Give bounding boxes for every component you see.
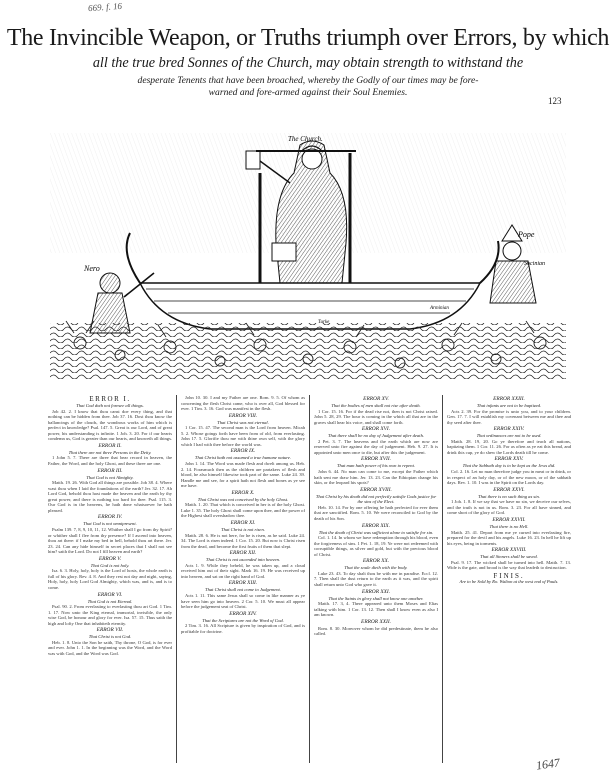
column-divider xyxy=(442,395,443,763)
scripture-refutation: Acts 2. 39. For the promise is unto you, and to your children. Gen. 17. 7. I will establish my covenant between me and thee and thy seed after thee. xyxy=(447,408,571,425)
error-heading: ERROR VI. xyxy=(97,591,123,598)
error-heading: ERROR VII. xyxy=(96,627,124,634)
error-statement: That God is not Almighty. xyxy=(86,474,134,480)
title-block xyxy=(0,24,616,99)
scripture-refutation: John 10. 30. I and my Father are one. Rom. 9. 5. Of whom as concerning the flesh Christ came, who is over all, God blessed for ever. 1 Tim. 3. 16. God was manifest in the flesh. xyxy=(181,395,305,412)
error-statement: That Christ shall not come to Judgement. xyxy=(205,587,281,593)
error-heading: ERROR V. xyxy=(98,555,122,562)
imprint: Are to be Sold by Ro. Walton at the west end of Pauls. xyxy=(459,579,559,585)
scripture-refutation: Rom. 8. 30. Moreover whom he did predestinate, them he also called. xyxy=(314,625,438,637)
error-heading: ERROR XVII. xyxy=(361,456,391,463)
label-turke: Turke xyxy=(318,320,330,325)
title-line-1: The Invincible Weapon, or Truths triumph over Errors, by which xyxy=(6,25,610,51)
page-number: 123 xyxy=(548,96,562,106)
scripture-refutation: Col. 2. 16. Let no man therefore judge you in meat or in drink, or in respect of an holy day, or of the new moon, or of the sabbath days. Rev. 1. 10. I was in the Spirit on the Lords day. xyxy=(447,469,571,486)
error-heading: ERROR XVI. xyxy=(361,426,391,433)
column-divider xyxy=(176,395,177,763)
error-heading: ERROR XII. xyxy=(229,550,257,557)
error-heading: ERROR XX. xyxy=(362,558,390,565)
column-4 xyxy=(447,395,571,765)
error-heading: ERROR XI. xyxy=(230,519,256,526)
error-heading: ERROR X. xyxy=(231,489,255,496)
label-socinian: Socinian xyxy=(524,261,545,267)
label-church: The Church. xyxy=(288,135,323,143)
scripture-refutation: 2 Pet. 3. 7. The heavens and the earth which are now are reserved unto fire against the day of judgement. Heb. 9. 27. It is appointed unto men once to die, but after this the judgement. xyxy=(314,438,438,455)
scripture-refutation: Matth. 17. 3, 4. There appeared unto them Moses and Elias talking with him. 1 Cor. 13. 12. Then shall I know even as also I am known. xyxy=(314,601,438,618)
error-statement: That the bodies of men shall not rise after death. xyxy=(331,403,421,408)
scripture-refutation: Matth. 28. 19, 20. Go ye therefore and teach all nations, baptizing them. 1 Cor. 11. 26. For as often as ye eat this bread, and drink this cup, ye do shew the Lords death till he come. xyxy=(447,438,571,455)
title-line-4: warned and fore-armed against their Soul Enemies. xyxy=(208,87,408,98)
error-heading: ERROR XXVII. xyxy=(492,516,526,523)
error-statement: That God is not holy. xyxy=(90,562,130,568)
error-heading: ERROR XVIII. xyxy=(360,486,392,493)
error-heading: ERROR XXIII. xyxy=(493,396,525,402)
error-statement: That there shall be no day of Judgement after death. xyxy=(327,433,425,439)
title-line-2: all the true bred Sonnes of the Church, may obtain strength to withstand the xyxy=(92,55,524,71)
error-heading: ERROR XXV. xyxy=(494,456,524,463)
error-heading: ERROR VIII. xyxy=(228,412,258,419)
error-statement: That Christ is not risen. xyxy=(221,526,265,532)
error-statement: That Christ was not conceived by the holy Ghost. xyxy=(197,496,289,502)
finis: FINIS. xyxy=(493,571,525,580)
scripture-refutation: Matth. 19. 26. With God all things are possible. Job 38. 4. Where wast thou when I laid the foundations of the earth? Jer. 32. 17. Ah Lord God, behold thou hast made the heaven and the earth by thy great power, and there is nothing too hard for thee. Psal. 115. 3. Our God is in the heavens, he hath done whatsoever he hath pleased. xyxy=(48,480,172,513)
error-heading: ERROR IX. xyxy=(230,448,256,455)
error-heading: ERROR XXVIII. xyxy=(491,547,527,554)
error-heading: ERROR XIV. xyxy=(229,610,257,617)
error-statement: That Christ hath not assumed a true humane nature. xyxy=(194,455,292,461)
error-statement: That there is no Hell. xyxy=(489,523,529,529)
error-heading: ERROR XIX. xyxy=(361,522,391,529)
handwritten-note: 1647 xyxy=(535,755,561,773)
scripture-refutation: Isa. 6. 3. Holy, holy, holy is the Lord of hosts, the whole earth is full of his glory. Rev. 4. 8. And they rest not day and night, saying, Holy, holy, holy Lord God Almighty, which was, and is, and is to come. xyxy=(48,568,172,590)
error-statement: That Christ by his death did not perfectly satisfie Gods justice for the sins of the Elect. xyxy=(315,493,437,505)
column-1 xyxy=(48,395,172,765)
scripture-refutation: 2 Tim. 3. 16. All Scripture is given by inspiration of God, and is profitable for doctrine. xyxy=(181,623,305,634)
error-heading: ERROR IV. xyxy=(97,514,123,521)
error-statement: That infants are not to be baptized. xyxy=(476,403,542,408)
error-statement: That there are not three Persons in the Deity. xyxy=(68,449,152,455)
scripture-refutation: Acts 1. 11. This same Jesus shall so come in like manner as ye have seen him go into heaven. 2 Cor. 5. 10. We must all appear before the judgement seat of Christ. xyxy=(181,593,305,610)
error-heading: ERROR XIII. xyxy=(228,580,258,587)
error-heading: ERROR II. xyxy=(98,442,122,449)
scripture-refutation: Matth. 28. 6. He is not here, for he is risen, as he said. Luke 24. 34. The Lord is risen indeed. 1 Cor. 15. 20. But now is Christ risen from the dead, and become the first fruits of them that slept. xyxy=(181,532,305,549)
sea xyxy=(50,323,566,380)
scripture-refutation: Heb. 1. 8. Unto the Son he saith, Thy throne, O God, is for ever and ever. John 1. 1. In the beginning was the Word, and the Word was with God, and the Word was God. xyxy=(48,639,172,657)
scripture-refutation: John 6. 44. No man can come to me, except the Father which hath sent me draw him. Jer. 13. 23. Can the Ethiopian change his skin, or the leopard his spots? xyxy=(314,469,438,486)
scripture-refutation: 1 John 5. 7. There are three that bear record in heaven, the Father, the Word, and the holy Ghost, and these three are one. xyxy=(48,455,172,467)
scripture-refutation: 1 Joh. 1. 8. If we say that we have no sin, we deceive our selves, and the truth is not in us. Rom. 3. 23. For all have sinned, and come short of the glory of God. xyxy=(447,499,571,516)
scripture-refutation: Psalm 139. 7, 8, 9, 10, 11, 12. Whither shall I go from thy Spirit? or whither shall I flee from thy presence? If I ascend into heaven, thou art there: if I make my bed in hell, behold thou art there. Jer. 23. 24. Can any hide himself in secret places that I shall not see him? saith the Lord. Do not I fill heaven and earth? xyxy=(48,527,172,555)
scripture-refutation: Matth. 25. 41. Depart from me ye cursed into everlasting fire, prepared for the devil and his angels. Luke 16. 23. In hell he lift up his eyes, being in torments. xyxy=(447,529,571,546)
error-statement: That all Sinners shall be saved. xyxy=(480,554,538,560)
column-3 xyxy=(314,395,438,765)
error-statement: That Christ is not God. xyxy=(88,634,132,640)
title-line-3: desperate Tenents that have been broached, whereby the Godly of our times may be fore- xyxy=(137,75,479,86)
error-statement: That Christ was not eternal. xyxy=(217,419,269,425)
scripture-refutation: John 1. 14. The Word was made flesh and dwelt among us. Heb. 2. 14. Forasmuch then as the children are partakers of flesh and blood, he also himself likewise took part of the same. Luke 24. 39. Handle me and see, for a spirit hath not flesh and bones as ye see me have. xyxy=(181,461,305,489)
scripture-refutation: Col. 1. 14. In whom we have redemption through his blood, even the forgiveness of sins. 1 Pet. 1. 18, 19. Ye were not redeemed with corruptible things, as silver and gold, but with the precious blood of Christ. xyxy=(314,535,438,557)
scripture-refutation: Heb. 10. 14. For by one offering he hath perfected for ever them that are sanctified. Rom. 5. 10. We were reconciled to God by the death of his Son. xyxy=(314,504,438,521)
errors-columns xyxy=(48,395,572,765)
label-nero: Nero xyxy=(84,264,100,273)
error-heading: ERROR XV. xyxy=(363,396,389,402)
label-arminian: Arminian xyxy=(430,306,449,311)
error-statement: That the Saints in glory shall not know one another. xyxy=(328,595,424,601)
cup xyxy=(246,151,260,169)
error-statement: That God is not Eternal. xyxy=(87,598,133,604)
error-heading: ERROR XXII. xyxy=(361,618,391,625)
column-divider xyxy=(309,395,310,763)
error-statement: That God is not omnipresent. xyxy=(83,521,137,527)
column-2 xyxy=(181,395,305,765)
scripture-refutation: Job 42. 2. I know that thou canst doe every thing, and that nothing can be hidden from thee. Job 37. 16. Dost thou know the ballancings of the clouds, the wondrous works of him which is perfect in knowledge? Psal. 147. 5. Great is our Lord, and of great power, his understanding is infinite. 1 Joh. 3. 20. For if our hearts condemn us, God is greater than our hearts, and knoweth all things. xyxy=(48,408,172,442)
book xyxy=(272,243,296,261)
scripture-refutation: Acts 1. 9. While they beheld, he was taken up, and a cloud received him out of their sight. Mark 16. 19. He was received up into heaven, and sat on the right hand of God. xyxy=(181,562,305,579)
error-heading: ERROR XXIV. xyxy=(493,426,525,433)
error-statement: That God doth not foresee all things. xyxy=(76,403,144,408)
error-statement: That ordinances are not to be used. xyxy=(476,433,542,439)
scripture-refutation: Luke 23. 43. To day shalt thou be with me in paradise. Eccl. 12. 7. Then shall the dust return to the earth as it was, and the spirit shall return unto God who gave it. xyxy=(314,570,438,587)
error-heading: ERROR III. xyxy=(97,467,123,474)
error-statement: That there is no such thing as sin. xyxy=(478,493,540,499)
scripture-refutation: Psal. 90. 2. From everlasting to everlasting thou art God. 1 Tim. 1. 17. Now unto the King eternal, immortal, invisible, the only wise God, be honour and glory for ever. Isa. 57. 15. Thus saith the high and lofty One that inhabiteth eternity. xyxy=(48,604,172,626)
error-statement: That man hath power of his own to repent. xyxy=(336,463,416,469)
error-statement: That the soule dieth with the body. xyxy=(344,565,408,571)
engraving-illustration xyxy=(50,133,566,380)
error-statement: That Christ is not ascended into heaven. xyxy=(205,557,281,563)
scripture-refutation: 1 Cor. 15. 16. For if the dead rise not, then is not Christ raised. John 5. 28, 29. The hour is coming in the which all that are in the graves shall hear his voice, and shall come forth. xyxy=(314,408,438,425)
error-heading: ERROR XXI. xyxy=(361,588,391,595)
error-statement: That the Sabbath day is to be kept as the Jews did. xyxy=(462,463,556,469)
scripture-refutation: Psal. 9. 17. The wicked shall be turned into hell. Matth. 7. 13. Wide is the gate, and broad is the way that leadeth to destruction. xyxy=(447,559,571,571)
error-statement: That the Scriptures are not the Word of God. xyxy=(202,617,284,623)
error-heading: ERROR I. xyxy=(89,395,131,403)
error-heading: ERROR XXVI. xyxy=(493,486,525,493)
scripture-refutation: Matth. 1. 20. That which is conceived in her is of the holy Ghost. Luke 1. 35. The holy Ghost shall come upon thee, and the power of the Highest shall overshadow thee. xyxy=(181,502,305,519)
error-statement: That the death of Christ was sufficient alone to satisfie for sin. xyxy=(318,529,434,535)
scripture-refutation: 1 Cor. 15. 47. The second man is the Lord from heaven. Micah 5. 2. Whose goings forth have been from of old, from everlasting. John 17. 5. Glorifie thou me with thine own self, with the glory which I had with thee before the world was. xyxy=(181,425,305,447)
label-pope: Pope xyxy=(518,230,535,239)
shelfmark: 669. f. 16 xyxy=(87,0,123,14)
